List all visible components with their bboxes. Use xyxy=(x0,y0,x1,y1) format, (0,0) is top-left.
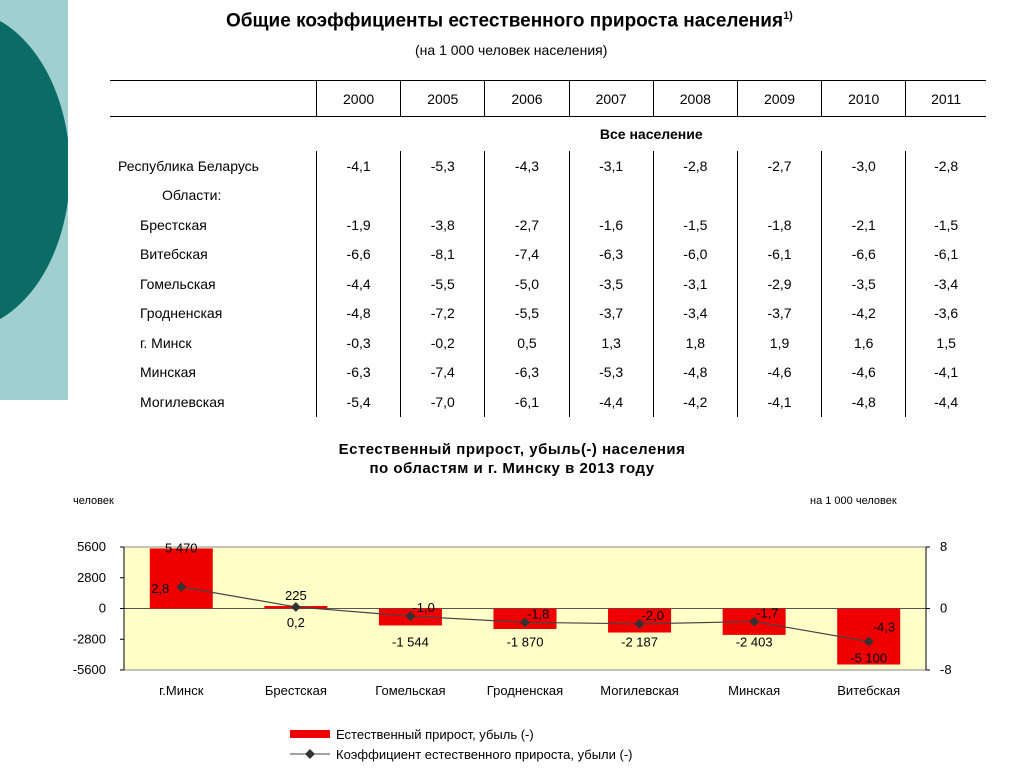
cell-value: -4,6 xyxy=(737,358,821,388)
bar-data-label: -2 187 xyxy=(621,634,659,650)
cell-value: -2,7 xyxy=(737,151,821,181)
cell-value: -5,0 xyxy=(485,269,569,299)
chart-legend xyxy=(290,724,633,764)
year-header-2011: 2011 xyxy=(906,81,986,117)
year-header-2000: 2000 xyxy=(317,81,401,117)
cell-value: -3,1 xyxy=(653,269,737,299)
cell-value: -1,6 xyxy=(569,210,653,240)
line-data-label: 0,2 xyxy=(286,614,305,630)
legend-item-line xyxy=(290,744,633,764)
cell-value: -7,4 xyxy=(401,358,485,388)
cell-value: -0,2 xyxy=(401,328,485,358)
cell-value: -7,4 xyxy=(485,240,569,270)
row-label: Области: xyxy=(162,187,222,204)
row-label: Витебская xyxy=(140,246,208,263)
chart-title-line: Естественный прирост, убыль(-) населения xyxy=(338,441,686,458)
bar-data-label: 5 470 xyxy=(165,540,198,556)
bar-data-label: 225 xyxy=(285,588,307,604)
cell-value: -1,5 xyxy=(906,210,986,240)
year-header-2007: 2007 xyxy=(569,81,653,117)
cell-value: 1,9 xyxy=(737,328,821,358)
cell-value: -4,4 xyxy=(906,387,986,417)
page-title-footnote: 1) xyxy=(783,10,793,22)
x-tick-label: Могилевская xyxy=(600,683,679,698)
cell-value: -2,8 xyxy=(653,151,737,181)
year-header-2008: 2008 xyxy=(653,81,737,117)
y2-axis-label: на 1 000 человек xyxy=(810,495,897,507)
line-data-label: -4,3 xyxy=(872,619,896,635)
x-tick-label: г.Минск xyxy=(159,683,204,698)
cell-value: -6,1 xyxy=(737,240,821,270)
year-header-2010: 2010 xyxy=(822,81,906,117)
y-tick-label: -5600 xyxy=(72,662,106,677)
year-header-2005: 2005 xyxy=(401,81,485,117)
cell-value: -3,0 xyxy=(822,151,906,181)
y-axis-label: человек xyxy=(73,495,114,507)
row-label: Брестская xyxy=(140,216,207,233)
year-header-2006: 2006 xyxy=(485,81,569,117)
year-header-2009: 2009 xyxy=(737,81,821,117)
cell-value: -4,8 xyxy=(653,358,737,388)
cell-value: -6,3 xyxy=(485,358,569,388)
y2-tick-label: 0 xyxy=(940,600,948,616)
cell-value: -5,5 xyxy=(401,269,485,299)
row-label: Гродненская xyxy=(140,305,223,322)
cell-value: -6,6 xyxy=(317,240,401,270)
x-tick-label: Брестская xyxy=(264,683,327,698)
cell-value: -2,1 xyxy=(822,210,906,240)
x-tick-label: Гомельская xyxy=(375,683,446,698)
cell-value: -3,7 xyxy=(737,299,821,329)
cell-value: -6,1 xyxy=(906,240,986,270)
cell-value: -2,8 xyxy=(906,151,986,181)
cell-value: -4,2 xyxy=(653,387,737,417)
cell-value: -0,3 xyxy=(317,328,401,358)
cell-value: -5,3 xyxy=(401,151,485,181)
cell-value: -6,0 xyxy=(653,240,737,270)
y-tick-label: 0 xyxy=(98,600,106,616)
legend-swatch-bars xyxy=(290,730,330,738)
cell-value: -5,5 xyxy=(485,299,569,329)
cell-value: -4,1 xyxy=(906,358,986,388)
chart-title-line: по областям и г. Минску в 2013 году xyxy=(369,460,655,477)
cell-value: -4,4 xyxy=(569,387,653,417)
cell-value: -4,4 xyxy=(317,269,401,299)
legend-item-bars xyxy=(290,724,633,744)
cell-value: -4,2 xyxy=(822,299,906,329)
cell-value: 1,5 xyxy=(906,328,986,358)
cell-value: -4,1 xyxy=(317,151,401,181)
line-data-label: -1,0 xyxy=(412,600,435,616)
cell-value: -6,1 xyxy=(485,387,569,417)
cell-value: -3,5 xyxy=(569,269,653,299)
cell-value: -3,7 xyxy=(569,299,653,329)
legend-label-line: Коэффициент естественного прироста, убыли (-) xyxy=(336,746,633,762)
page-title-text: Общие коэффициенты естественного прироста населения xyxy=(226,10,784,32)
cell-value: -1,8 xyxy=(737,210,821,240)
line-data-label: -1,8 xyxy=(527,606,550,622)
cell-value: -6,3 xyxy=(317,358,401,388)
cell-value: -3,5 xyxy=(822,269,906,299)
legend-swatch-line xyxy=(290,749,330,759)
cell-value: -2,7 xyxy=(485,210,569,240)
line-data-label: -1,7 xyxy=(756,605,779,621)
cell-value: -1,9 xyxy=(317,210,401,240)
x-tick-label: Гродненская xyxy=(486,683,564,698)
row-label: Могилевская xyxy=(140,393,225,410)
line-data-label: -2,0 xyxy=(641,607,664,623)
cell-value: -6,6 xyxy=(822,240,906,270)
y-tick-label: 2800 xyxy=(77,569,106,585)
y-tick-label: 5600 xyxy=(77,539,106,554)
cell-value: 0,5 xyxy=(485,328,569,358)
cell-value: -4,6 xyxy=(822,358,906,388)
y-tick-label: -2800 xyxy=(72,631,106,647)
bar-data-label: -1 544 xyxy=(391,634,429,650)
cell-value: 1,8 xyxy=(653,328,737,358)
cell-value: -3,6 xyxy=(906,299,986,329)
bar-data-label: -5 100 xyxy=(850,650,888,666)
bar-data-label: -1 870 xyxy=(506,634,544,650)
cell-value: -2,9 xyxy=(737,269,821,299)
cell-value: -3,8 xyxy=(401,210,485,240)
y2-tick-label: 8 xyxy=(940,539,948,554)
cell-value: -8,1 xyxy=(401,240,485,270)
section-label: Все население xyxy=(599,126,703,142)
cell-value: -4,3 xyxy=(485,151,569,181)
bar xyxy=(150,548,213,608)
cell-value: -6,3 xyxy=(569,240,653,270)
cell-value: -4,8 xyxy=(822,387,906,417)
cell-value: -7,0 xyxy=(401,387,485,417)
x-tick-label: Витебская xyxy=(837,683,901,698)
cell-value: -5,4 xyxy=(317,387,401,417)
cell-value: -5,3 xyxy=(569,358,653,388)
x-tick-label: Минская xyxy=(728,683,781,698)
cell-value: -4,1 xyxy=(737,387,821,417)
row-label: Республика Беларусь xyxy=(118,157,259,174)
row-label: Минская xyxy=(140,364,197,381)
line-data-label: 2,8 xyxy=(151,580,170,596)
cell-value: -7,2 xyxy=(401,299,485,329)
page-subtitle: (на 1 000 человек населения) xyxy=(415,42,608,58)
cell-value: -3,4 xyxy=(906,269,986,299)
cell-value: -3,1 xyxy=(569,151,653,181)
cell-value: 1,6 xyxy=(822,328,906,358)
row-label: Гомельская xyxy=(140,275,216,292)
cell-value: -3,4 xyxy=(653,299,737,329)
row-label: г. Минск xyxy=(140,334,192,351)
cell-value: 1,3 xyxy=(569,328,653,358)
bar-data-label: -2 403 xyxy=(735,634,773,650)
cell-value: -1,5 xyxy=(653,210,737,240)
legend-label-bars: Естественный прирост, убыль (-) xyxy=(336,726,534,742)
y2-tick-label: -8 xyxy=(940,662,952,677)
cell-value: -4,8 xyxy=(317,299,401,329)
